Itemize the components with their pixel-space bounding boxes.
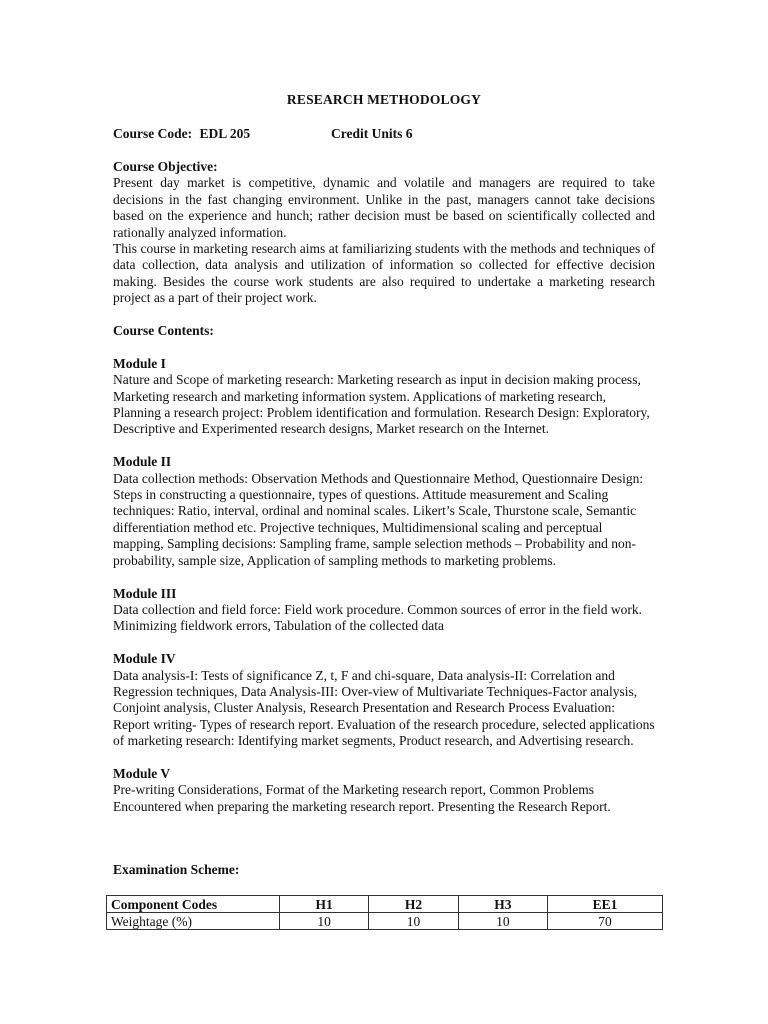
course-code-row xyxy=(113,126,413,142)
module-text: Nature and Scope of marketing research: Marketing research as input in decision making process, Marketing research and marketing information system. Applications of marketing research, Planning a research project: Problem identification and formulation. Research Design: Exploratory, Descriptive and Experimented research designs, Market research on the Internet. xyxy=(113,372,650,437)
module-text: Pre-writing Considerations, Format of the Marketing research report, Common Problems Encountered when preparing the marketing research report. Presenting the Research Report. xyxy=(113,782,611,814)
table-header-cell: H3 xyxy=(458,896,547,913)
module-title: Module V xyxy=(113,765,171,781)
objective-paragraph-2: This course in marketing research aims at familiarizing students with the methods and techniques of data collection, data analysis and utilization of information so collected for effective decision making. Besides the course work students are also required to undertake a marketing research project as a part of their project work. xyxy=(113,241,655,306)
course-code-value: EDL 205 xyxy=(199,126,251,141)
module-text: Data analysis-I: Tests of significance Z, t, F and chi-square, Data analysis-II: Correlation and Regression techniques, Data Analysis-III: Over-view of Multivariate Techniques-Factor analysis, Conjoint analysis, Cluster Analysis, Research Presentation and Research Process Evaluation: Report writing- Types of research report. Evaluation of the research procedure, selected applications of marketing research: Identifying market segments, Product research, and Advertising research. xyxy=(113,667,655,749)
module-text: Data collection methods: Observation Methods and Questionnaire Method, Questionnaire Design: Steps in constructing a questionnaire, types of questions. Attitude measurement and Scaling techniques: Ratio, interval, ordinal and nominal scales. Likert’s Scale, Thurstone scale, Semantic differentiation method etc. Projective techniques, Multidimensional scaling and perceptual mapping, Sampling decisions: Sampling frame, sample selection methods – Probability and non-probability, sample size, Application of sampling methods to marketing problems. xyxy=(113,470,644,568)
objective-heading: Course Objective: xyxy=(113,159,218,174)
credit-units: Credit Units 6 xyxy=(331,126,413,141)
table-cell: 10 xyxy=(280,913,369,930)
page-title: RESEARCH METHODOLOGY xyxy=(286,92,482,107)
module-text: Data collection and field force: Field work procedure. Common sources of error in the field work. Minimizing fieldwork errors, Tabulation of the collected data xyxy=(113,601,642,634)
table-header-cell: EE1 xyxy=(548,896,663,913)
module-title: Module I xyxy=(113,355,166,371)
table-cell: 70 xyxy=(548,913,663,930)
table-header-cell: Component Codes xyxy=(107,896,280,913)
table-row xyxy=(107,913,663,930)
module-title: Module IV xyxy=(113,651,176,667)
module-title: Module III xyxy=(113,585,177,601)
table-header-cell: H1 xyxy=(280,896,369,913)
exam-heading: Examination Scheme: xyxy=(113,862,240,877)
exam-table xyxy=(106,895,663,930)
table-header-row xyxy=(107,896,663,913)
course-body xyxy=(113,159,655,815)
course-code-label: Course Code: xyxy=(113,126,193,141)
table-cell: Weightage (%) xyxy=(107,913,280,930)
table-cell: 10 xyxy=(458,913,547,930)
module-title: Module II xyxy=(113,454,172,470)
objective-paragraph-1: Present day market is competitive, dynamic and volatile and managers are required to take decisions in the fast changing environment. Unlike in the past, managers cannot take decisions based on the experience and hunch; rather decision must be based on scientifically collected and rationally analyzed information. xyxy=(113,175,655,240)
table-cell: 10 xyxy=(369,913,458,930)
contents-heading: Course Contents: xyxy=(113,323,214,339)
table-header-cell: H2 xyxy=(369,896,458,913)
